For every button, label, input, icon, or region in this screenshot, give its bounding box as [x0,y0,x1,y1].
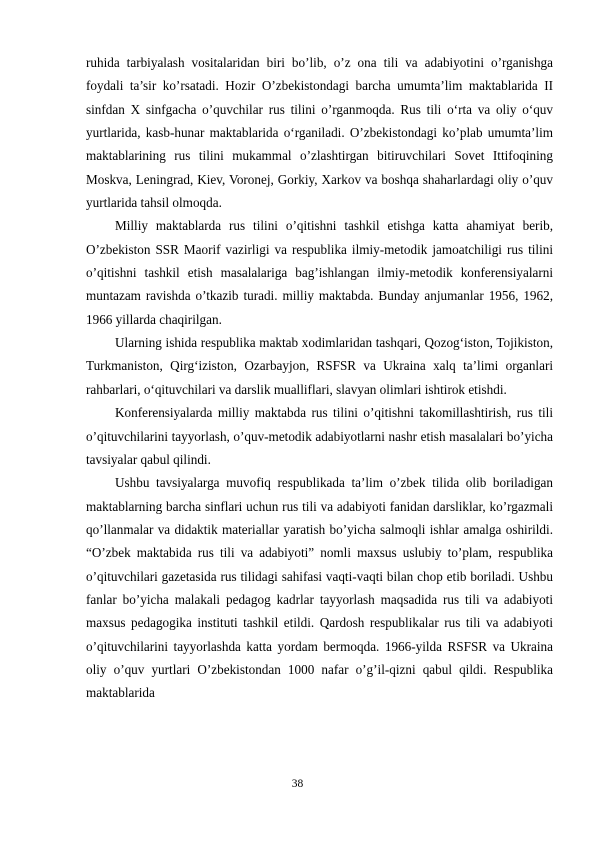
paragraph-3: Ularning ishida respublika maktab xodimlaridan tashqari, Qozog‘iston, Tojikiston, Turkmaniston, Qirg‘iziston, Ozarbayjon, RSFSR va Ukraina xalq ta’limi organlari rahbarlari, o‘qituvchilari va darslik mualliflari, slavyan olimlari ishtirok etishdi. [86,335,553,397]
paragraph-5: Ushbu tavsiyalarga muvofiq respublikada ta’lim o’zbek tilida olib boriladigan maktablarning barcha sinflari uchun rus tili va adabiyoti fanidan darsliklar, ko’rgazmali qo’llanmalar va didaktik materiallar yaratish bo’yicha salmoqli ishlar amalga oshirildi. “O’zbek maktabida rus tili va adabiyoti” nomli maxsus uslubiy to’plam, respublika o’qituvchilari gazetasida rus tilidagi sahifasi vaqti-vaqti bilan chop etib boriladi. Ushbu fanlar bo’yicha malakali pedagog kadrlar tayyorlash maqsadida rus tili va adabiyoti maxsus pedagogika instituti tashkil etildi. Qardosh respublikalar rus tili va adabiyoti o’qituvchilarini tayyorlashda katta yordam bermoqda. 1966-yilda RSFSR va Ukraina oliy o’quv yurtlari O’zbekistondan 1000 nafar o’g’il-qizni qabul qildi. Respublika maktablarida [86,475,553,701]
page-number: 38 [291,778,304,790]
paragraph-4: Konferensiyalarda milliy maktabda rus tilini o’qitishni takomillashtirish, rus tili o’qituvchilarini tayyorlash, o’quv-metodik adabiyotlarni nashr etish masalalari bo’yicha tavsiyalar qabul qilindi. [86,405,553,467]
body-text [86,51,553,705]
paragraph-2: Milliy maktablarda rus tilini o’qitishni tashkil etishga katta ahamiyat berib, O’zbekiston SSR Maorif vazirligi va respublika ilmiy-metodik jamoatchiligi rus tilini o’qitishni tashkil etish masalalariga bag’ishlangan ilmiy-metodik konferensiyalarni muntazam ravishda o’tkazib turadi. milliy maktabda. Bunday anjumanlar 1956, 1962, 1966 yillarda chaqirilgan. [86,218,553,327]
paragraph-1: ruhida tarbiyalash vositalaridan biri bo’lib, o’z ona tili va adabiyotini o’rganishga foydali ta’sir ko’rsatadi. Hozir O’zbekistondagi barcha umumta’lim maktablarida II sinfdan X sinfgacha o’quvchilar rus tilini o’rganmoqda. Rus tili o‘rta va oliy o‘quv yurtlarida, kasb-hunar maktablarida o‘rganiladi. O’zbekistondagi ko’plab umumta’lim maktablarining rus tilini mukammal o’zlashtirgan bitiruvchilari Sovet Ittifoqining Moskva, Leningrad, Kiev, Voronej, Gorkiy, Xarkov va boshqa shaharlardagi oliy o’quv yurtlarida tahsil olmoqda. [86,55,553,211]
